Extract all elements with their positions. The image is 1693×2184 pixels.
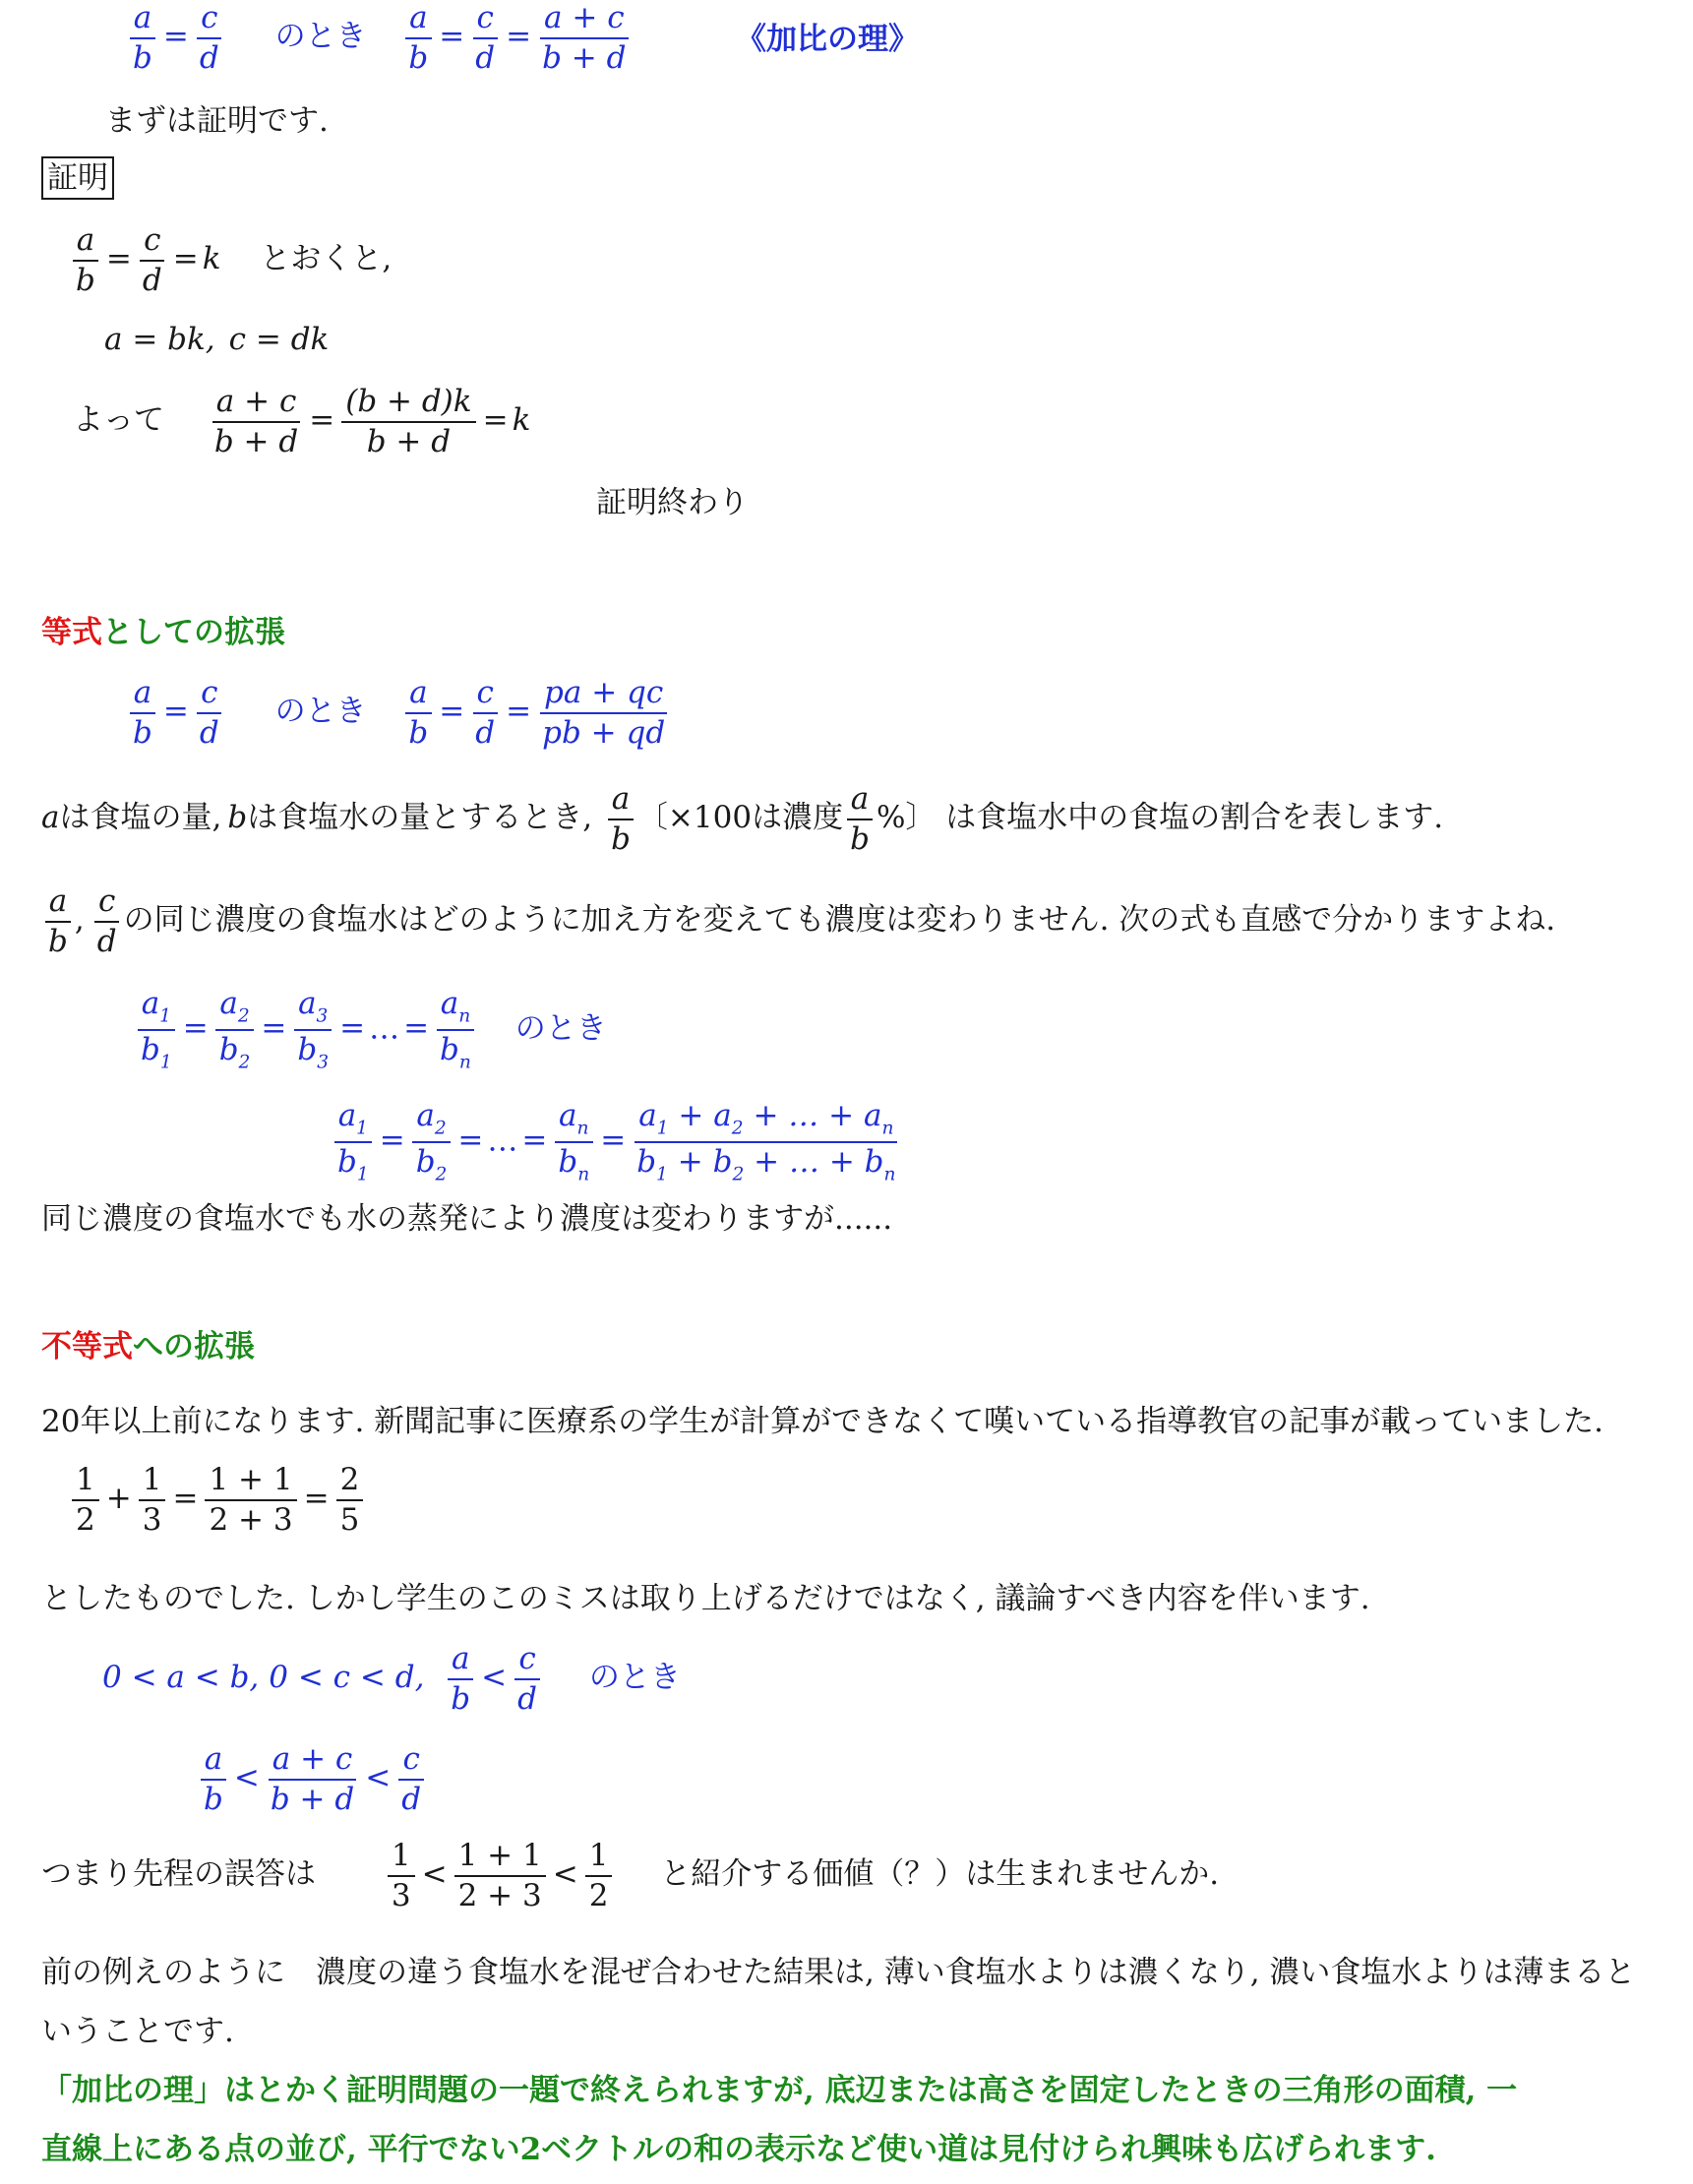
fraction: $\frac{a + c}{b + d}$ <box>267 1743 358 1815</box>
fraction: $\frac{1 + 1}{2 + 3}$ <box>205 1464 296 1536</box>
fraction: $\frac{1}{3}$ <box>388 1840 415 1911</box>
proof-step-1: $\frac{a}{b}$ = $\frac{c}{d}$ = k とおくと, <box>69 224 392 296</box>
theorem-title: 《加比の理》 <box>736 22 919 57</box>
fraction: $\frac{a}{b}$ <box>200 1743 227 1815</box>
fraction: $\frac{(b + d)k}{b + d}$ <box>341 386 475 457</box>
fraction: $\frac{a}{b}$ <box>447 1643 474 1715</box>
fraction: $\frac{1 + 1}{2 + 3}$ <box>454 1840 546 1911</box>
fraction: $\frac{c}{d}$ <box>196 2 223 74</box>
fraction: $\frac{a_1}{b_1}$ <box>333 1100 373 1184</box>
news-text: 20年以上前になります. 新聞記事に医療系の学生が計算ができなくて嘆いている指導教官の記事が載っていました. <box>41 1404 1604 1439</box>
conclusion-line2: 直線上にある点の並び, 平行でない2ベクトルの和の表示など使い道は見付けられ興味も広げられます. <box>41 2132 1436 2167</box>
proof-label: 証明 <box>41 163 114 194</box>
noki-text: のとき <box>274 19 367 55</box>
fraction: $\frac{a}{b}$ <box>129 2 156 74</box>
fraction: $\frac{a}{b}$ <box>129 677 156 749</box>
fraction: $\frac{a + c}{b + d}$ <box>211 386 302 457</box>
sequence-result: $\frac{a_1}{b_1}$ = $\frac{a_2}{b_2}$ = … = $\frac{a_n}{b_n}$ = $\frac{a_1 + a_2 + \dots + a_n}{b_1 + b_2 + \dots + b_n}$ <box>331 1100 903 1184</box>
fraction: $\frac{a}{b}$ <box>44 885 72 957</box>
fraction: $\frac{a_2}{b_2}$ <box>215 988 255 1072</box>
section-heading-inequality: 不等式への拡張 <box>41 1329 255 1365</box>
fraction: $\frac{a_1}{b_1}$ <box>137 988 176 1072</box>
section-heading-equality: 等式としての拡張 <box>41 615 285 650</box>
fraction: $\frac{1}{2}$ <box>585 1840 613 1911</box>
mixing-text-line1: 前の例えのように 濃度の違う食塩水を混ぜ合わせた結果は, 薄い食塩水よりは濃くなり, 濃い食塩水よりは薄まると <box>41 1955 1636 1990</box>
fraction: $\frac{c}{d}$ <box>139 224 166 296</box>
mistake-discussion: としたものでした. しかし学生のこのミスは取り上げるだけではなく, 議論すべき内容を伴います. <box>41 1581 1370 1616</box>
evaporation-text: 同じ濃度の食塩水でも水の蒸発により濃度は変わりますが...... <box>41 1201 893 1237</box>
inequality-condition: 0 < a < b, 0 < c < d, $\frac{a}{b}$ < $\frac{c}{d}$ のとき <box>102 1641 681 1717</box>
fraction: $\frac{c}{d}$ <box>471 2 499 74</box>
mixing-text-line2: いうことです. <box>41 2014 234 2049</box>
sequence-condition: $\frac{a_1}{b_1}$ = $\frac{a_2}{b_2}$ = $\frac{a_3}{b_3}$ = … = $\frac{a_n}{b_n}$ のとき <box>134 988 607 1072</box>
proof-end: 証明終わり <box>596 485 749 520</box>
fraction: $\frac{a_2}{b_2}$ <box>412 1100 452 1184</box>
reframed-answer: つまり先程の誤答は $\frac{1}{3}$ < $\frac{1 + 1}{2 + 3}$ < $\frac{1}{2}$ と紹介する価値（？）は生まれませんか. <box>41 1838 1220 1913</box>
fraction: $\frac{a_1 + a_2 + \dots + a_n}{b_1 + b_2 + \dots + b_n}$ <box>636 1098 896 1185</box>
intro-text: まずは証明です. <box>105 103 329 139</box>
fraction: $\frac{a_n}{b_n}$ <box>554 1100 593 1184</box>
equality-extension-formula: $\frac{a}{b}$ = $\frac{c}{d}$ のとき $\frac{a}{b}$ = $\frac{c}{d}$ = $\frac{pa + qc}{pb + qd}$ <box>126 677 672 749</box>
fraction: $\frac{2}{5}$ <box>336 1464 364 1536</box>
salt-explanation: aは食塩の量, bは食塩水の量とするとき, $\frac{a}{b}$ 〔×100は濃度 $\frac{a}{b}$ %〕 は食塩水中の食塩の割合を表します. <box>41 781 1444 857</box>
fraction: $\frac{pa + qc}{pb + qd}$ <box>538 677 669 749</box>
fraction: $\frac{c}{d}$ <box>514 1643 541 1715</box>
fraction: $\frac{a_3}{b_3}$ <box>293 988 333 1072</box>
fraction: $\frac{c}{d}$ <box>196 677 223 749</box>
proof-step-2: a = bk, c = dk <box>104 322 330 357</box>
fraction: $\frac{a}{b}$ <box>72 224 99 296</box>
same-concentration-text: $\frac{a}{b}$ , $\frac{c}{d}$ の同じ濃度の食塩水はどのように加え方を変えても濃度は変わりません. 次の式も直感で分かりますよね. <box>41 885 1555 957</box>
fraction: $\frac{c}{d}$ <box>93 885 121 957</box>
proof-step-3: よって $\frac{a + c}{b + d}$ = $\frac{(b + d)k}{b + d}$ = k <box>73 384 531 459</box>
theorem-statement: $\frac{a}{b}$ = $\frac{c}{d}$ のとき $\frac{a}{b}$ = $\frac{c}{d}$ = $\frac{a + c}{b + d}$ <box>126 2 633 74</box>
fraction: $\frac{1}{3}$ <box>139 1464 166 1536</box>
fraction: $\frac{a + c}{b + d}$ <box>538 2 630 74</box>
fraction: $\frac{1}{2}$ <box>72 1464 99 1536</box>
fraction: $\frac{a}{b}$ <box>846 783 874 855</box>
fraction: $\frac{a}{b}$ <box>607 783 635 855</box>
student-mistake-formula: $\frac{1}{2}$ + $\frac{1}{3}$ = $\frac{1 + 1}{2 + 3}$ = $\frac{2}{5}$ <box>69 1464 366 1536</box>
fraction: $\frac{a}{b}$ <box>404 677 432 749</box>
inequality-result: $\frac{a}{b}$ < $\frac{a + c}{b + d}$ < $\frac{c}{d}$ <box>197 1743 428 1815</box>
fraction: $\frac{c}{d}$ <box>471 677 499 749</box>
fraction: $\frac{c}{d}$ <box>397 1743 425 1815</box>
conclusion-line1: 「加比の理」はとかく証明問題の一題で終えられますが, 底辺または高さを固定したときの三角形の面積, 一 <box>41 2073 1518 2108</box>
fraction: $\frac{a_n}{b_n}$ <box>436 988 475 1072</box>
fraction: $\frac{a}{b}$ <box>404 2 432 74</box>
